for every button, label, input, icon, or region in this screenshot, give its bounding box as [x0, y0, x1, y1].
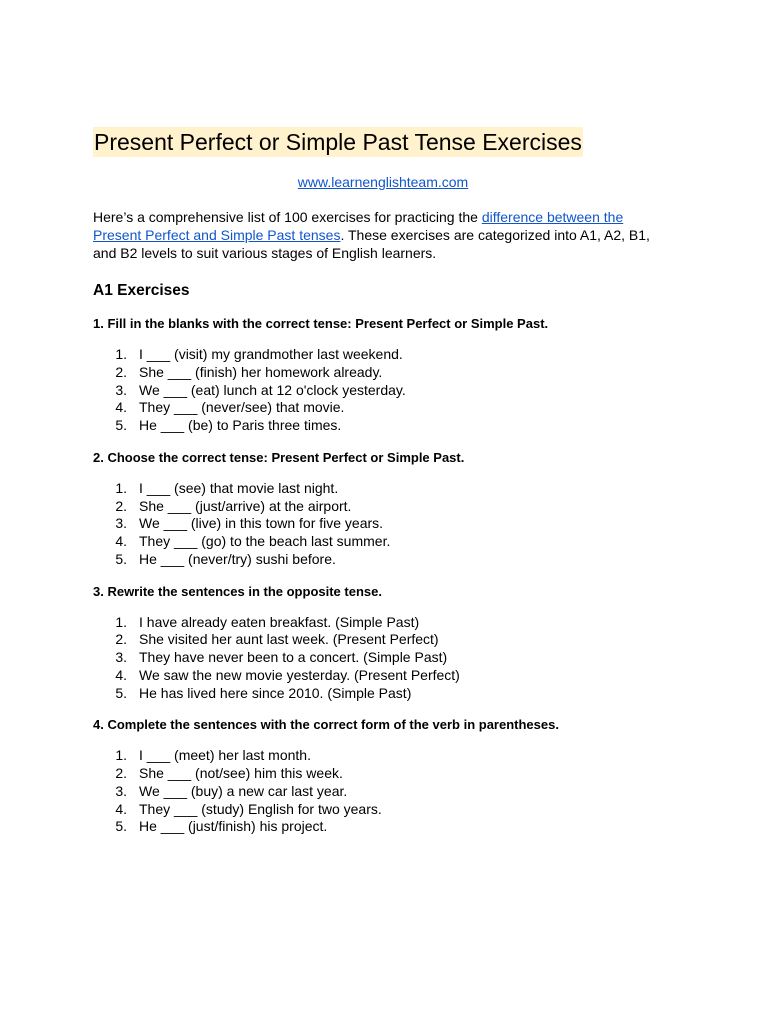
list-item — [93, 801, 673, 819]
exercise-title: 1. Fill in the blanks with the correct tense: Present Perfect or Simple Past. — [93, 316, 549, 331]
item-text: I ___ (meet) her last month. — [139, 747, 311, 764]
item-text: I ___ (see) that movie last night. — [139, 479, 339, 496]
item-text: He has lived here since 2010. (Simple Past) — [139, 684, 412, 701]
list-item — [93, 346, 673, 364]
exercise-4 — [93, 716, 673, 836]
exercise-2 — [93, 449, 673, 569]
list-item — [93, 480, 673, 498]
list-item — [93, 498, 673, 516]
list-item — [93, 783, 673, 801]
item-text: We saw the new movie yesterday. (Present Perfect) — [139, 666, 460, 683]
site-link[interactable]: www.learnenglishteam.com — [297, 174, 469, 190]
item-number: 3. — [115, 381, 127, 398]
list-item — [93, 631, 673, 649]
item-text: She ___ (finish) her homework already. — [139, 363, 383, 380]
item-text: They have never been to a concert. (Simple Past) — [139, 649, 448, 665]
exercise-title: 3. Rewrite the sentences in the opposite tense. — [93, 583, 382, 599]
intro-paragraph — [93, 208, 673, 262]
tense-difference-link[interactable]: difference between the Present Perfect and Simple Past tenses — [93, 209, 624, 243]
item-number: 5. — [115, 550, 127, 567]
list-item — [93, 747, 673, 765]
item-text: He ___ (be) to Paris three times. — [139, 417, 342, 433]
item-text: They ___ (study) English for two years. — [139, 800, 382, 817]
item-text: We ___ (live) in this town for five years. — [139, 515, 384, 532]
list-item — [93, 685, 673, 703]
item-number: 2. — [115, 631, 127, 648]
exercise-title: 4. Complete the sentences with the correct form of the verb in parentheses. — [93, 717, 559, 733]
item-number: 5. — [115, 417, 127, 433]
item-number: 4. — [115, 666, 127, 683]
item-text: I have already eaten breakfast. (Simple Past) — [139, 613, 420, 630]
item-number: 2. — [115, 765, 127, 781]
item-number: 1. — [115, 479, 127, 496]
list-item — [93, 417, 673, 435]
list-item — [93, 364, 673, 382]
item-text: She ___ (just/arrive) at the airport. — [139, 497, 352, 514]
item-text: He ___ (just/finish) his project. — [139, 818, 328, 835]
item-text: They ___ (go) to the beach last summer. — [139, 533, 391, 549]
page-title: Present Perfect or Simple Past Tense Exercises — [94, 129, 582, 155]
list-item — [93, 818, 673, 836]
item-number: 5. — [115, 684, 127, 701]
exercise-list — [93, 346, 673, 435]
item-number: 4. — [115, 533, 127, 549]
list-item — [93, 551, 673, 569]
intro-text-after: . These exercises are categorized into A1, A2, B1, and B2 levels to suit various stages of English learners. — [93, 227, 650, 261]
exercise-list — [93, 747, 673, 836]
exercise-list — [93, 480, 673, 569]
site-link-row — [93, 173, 673, 191]
exercise-3 — [93, 583, 673, 703]
item-number: 1. — [115, 613, 127, 630]
exercise-1 — [93, 315, 673, 435]
list-item — [93, 533, 673, 551]
document-page — [93, 127, 673, 836]
list-item — [93, 515, 673, 533]
item-number: 2. — [115, 497, 127, 514]
item-number: 2. — [115, 363, 127, 380]
list-item — [93, 765, 673, 783]
item-text: They ___ (never/see) that movie. — [139, 399, 345, 416]
item-text: She visited her aunt last week. (Present Perfect) — [139, 631, 439, 648]
item-text: We ___ (eat) lunch at 12 o'clock yesterday. — [139, 381, 406, 398]
list-item — [93, 614, 673, 632]
exercise-title: 2. Choose the correct tense: Present Perfect or Simple Past. — [93, 449, 465, 465]
item-text: We ___ (buy) a new car last year. — [139, 782, 348, 799]
item-number: 1. — [115, 747, 127, 764]
section-heading-a1: A1 Exercises — [93, 282, 190, 299]
list-item — [93, 399, 673, 417]
list-item — [93, 667, 673, 685]
item-number: 4. — [115, 800, 127, 817]
list-item — [93, 649, 673, 667]
exercise-list — [93, 614, 673, 703]
item-number: 3. — [115, 515, 127, 532]
intro-text-before: Here’s a comprehensive list of 100 exercises for practicing the — [93, 209, 482, 225]
item-number: 4. — [115, 399, 127, 416]
item-number: 3. — [115, 782, 127, 799]
item-text: She ___ (not/see) him this week. — [139, 765, 343, 781]
item-number: 3. — [115, 649, 127, 665]
item-number: 1. — [115, 346, 127, 362]
list-item — [93, 382, 673, 400]
item-text: He ___ (never/try) sushi before. — [139, 550, 336, 567]
item-number: 5. — [115, 818, 127, 835]
item-text: I ___ (visit) my grandmother last weekend. — [139, 346, 403, 362]
